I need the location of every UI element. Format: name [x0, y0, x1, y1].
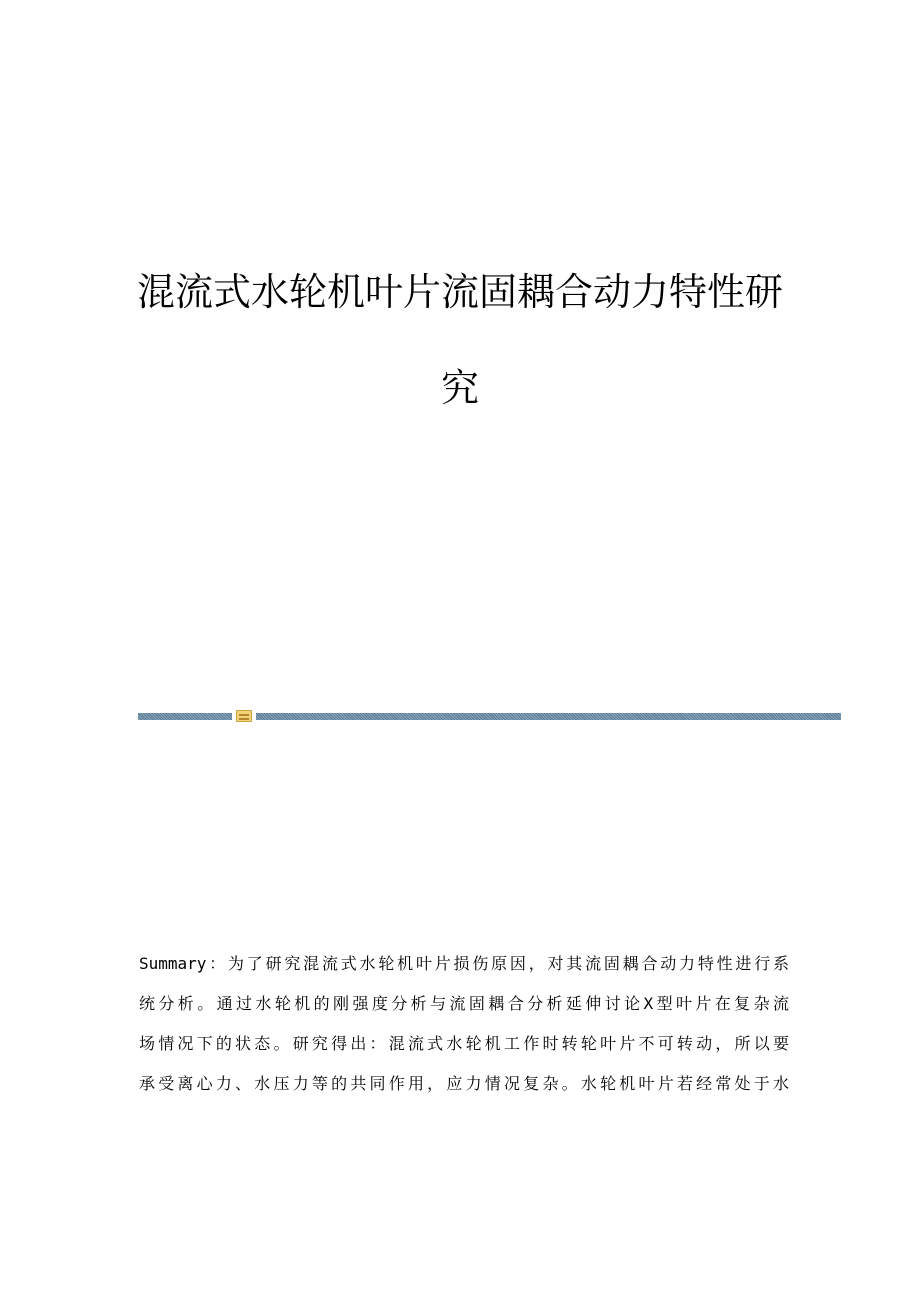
- divider-ornament-icon: [236, 710, 252, 722]
- document-title-line-1: 混流式水轮机叶片流固耦合动力特性研: [136, 270, 783, 314]
- summary-paragraph: [139, 944, 789, 1104]
- summary-line-2: 统分析。通过水轮机的刚强度分析与流固耦合分析延伸讨论X型叶片在复杂流: [139, 994, 789, 1013]
- summary-line-3: 场情况下的状态。研究得出：混流式水轮机工作时转轮叶片不可转动，所以要: [139, 1034, 789, 1053]
- document-title-line-2: 究: [440, 366, 479, 410]
- summary-line-1: Summary：为了研究混流式水轮机叶片损伤原因，对其流固耦合动力特性进行系: [139, 954, 789, 973]
- section-divider: [138, 710, 841, 722]
- divider-bar-left: [138, 713, 232, 720]
- divider-bar-right: [256, 713, 841, 720]
- summary-line-4: 承受离心力、水压力等的共同作用，应力情况复杂。水轮机叶片若经常处于水: [139, 1074, 789, 1093]
